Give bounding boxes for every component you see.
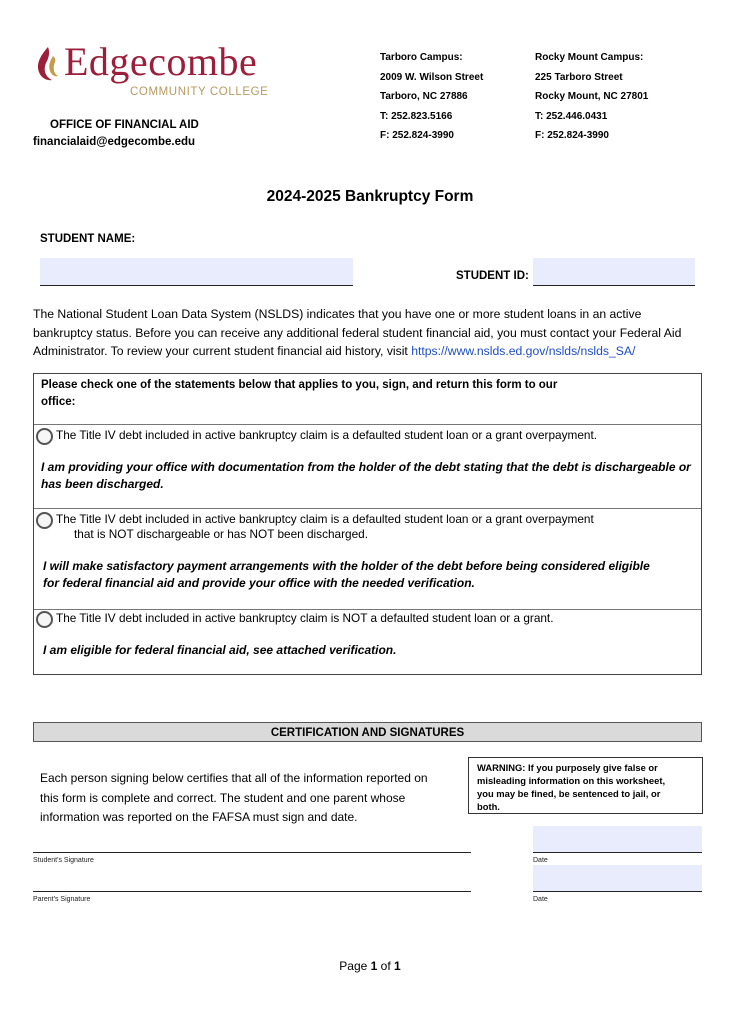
intro-line-text: Administrator. To review your current student financial aid history, visit bbox=[33, 344, 412, 358]
parent-signature-label: Parent's Signature bbox=[33, 896, 91, 903]
office-name: OFFICE OF FINANCIAL AID bbox=[50, 119, 199, 131]
rocky-mount-campus-info bbox=[535, 48, 648, 146]
warning-line: you may be fined, be sentenced to jail, or bbox=[477, 788, 661, 799]
campus-phone: T: 252.823.5166 bbox=[380, 110, 453, 122]
intro-paragraph bbox=[33, 305, 723, 361]
student-date-label: Date bbox=[533, 857, 548, 864]
campus-street: 2009 W. Wilson Street bbox=[380, 71, 484, 83]
certification-text bbox=[40, 769, 428, 828]
logo-subtitle: COMMUNITY COLLEGE bbox=[130, 86, 269, 98]
campus-title: Rocky Mount Campus: bbox=[535, 52, 644, 63]
student-signature-label: Student's Signature bbox=[33, 857, 94, 864]
note-line: for federal financial aid and provide your office with the needed verification. bbox=[43, 576, 475, 590]
parent-date-label: Date bbox=[533, 896, 548, 903]
campus-fax: F: 252.824-3990 bbox=[380, 130, 454, 141]
warning-line: WARNING: If you purposely give false or bbox=[477, 762, 658, 773]
option-3-note: I am eligible for federal financial aid, see attached verification. bbox=[43, 643, 397, 657]
page-prefix: Page bbox=[339, 959, 371, 973]
note-line: I am providing your office with documentation from the holder of the debt stating that the debt is dischargeable or bbox=[41, 460, 691, 474]
certification-heading: CERTIFICATION AND SIGNATURES bbox=[33, 722, 702, 742]
college-logo bbox=[34, 40, 274, 102]
option-2-text bbox=[56, 512, 594, 542]
certification-line: information was reported on the FAFSA must sign and date. bbox=[40, 810, 358, 824]
student-name-input[interactable] bbox=[40, 258, 353, 286]
nslds-link[interactable]: https://www.nslds.ed.gov/nslds/nslds_SA/ bbox=[411, 344, 636, 358]
student-name-label: STUDENT NAME: bbox=[40, 233, 136, 245]
intro-line bbox=[33, 342, 723, 361]
campus-phone: T: 252.446.0431 bbox=[535, 110, 608, 122]
warning-line: misleading information on this worksheet, bbox=[477, 775, 666, 786]
option-2-radio[interactable] bbox=[36, 512, 53, 529]
instruction-line: Please check one of the statements below that applies to you, sign, and return this form to our bbox=[41, 379, 558, 391]
office-email: financialaid@edgecombe.edu bbox=[33, 136, 196, 148]
warning-box bbox=[468, 757, 703, 814]
option-1-text: The Title IV debt included in active bankruptcy claim is a defaulted student loan or a grant overpayment. bbox=[56, 428, 597, 442]
note-line: I will make satisfactory payment arrangements with the holder of the debt before being considered eligible bbox=[43, 559, 650, 573]
page-number bbox=[0, 959, 740, 973]
student-date-input[interactable] bbox=[533, 826, 702, 853]
campus-street: 225 Tarboro Street bbox=[535, 71, 623, 83]
warning-line: both. bbox=[477, 801, 500, 812]
option-2-line: The Title IV debt included in active bankruptcy claim is a defaulted student loan or a grant overpayment bbox=[56, 512, 594, 526]
student-signature-line[interactable] bbox=[33, 852, 471, 853]
option-2-line: that is NOT dischargeable or has NOT been discharged. bbox=[74, 527, 368, 541]
student-id-input[interactable] bbox=[533, 258, 695, 286]
option-1-radio[interactable] bbox=[36, 428, 53, 445]
options-box bbox=[33, 373, 702, 675]
intro-line: bankruptcy status. Before you can receive any additional federal student financial aid, you must contact your Federal Aid bbox=[33, 325, 682, 340]
option-1-note bbox=[41, 459, 691, 493]
student-id-label: STUDENT ID: bbox=[456, 270, 529, 282]
campus-city: Tarboro, NC 27886 bbox=[380, 91, 468, 102]
form-title: 2024-2025 Bankruptcy Form bbox=[266, 188, 474, 205]
campus-city: Rocky Mount, NC 27801 bbox=[535, 91, 649, 102]
page-total: 1 bbox=[394, 959, 401, 973]
tarboro-campus-info bbox=[380, 48, 483, 146]
parent-date-input[interactable] bbox=[533, 865, 702, 892]
campus-fax: F: 252.824-3990 bbox=[535, 130, 609, 141]
logo-wordmark: Edgecombe bbox=[64, 39, 258, 84]
instruction-line: office: bbox=[41, 396, 76, 408]
note-line: has been discharged. bbox=[41, 477, 164, 491]
intro-line: The National Student Loan Data System (NSLDS) indicates that you have one or more student loans in an active bbox=[33, 307, 642, 321]
divider bbox=[34, 609, 701, 610]
page-mid: of bbox=[377, 959, 395, 973]
divider bbox=[34, 424, 701, 425]
option-3-radio[interactable] bbox=[36, 611, 53, 628]
parent-signature-line[interactable] bbox=[33, 891, 471, 892]
options-instruction bbox=[41, 377, 557, 411]
flame-icon bbox=[34, 46, 60, 82]
option-2-note bbox=[43, 558, 650, 592]
option-3-text: The Title IV debt included in active bankruptcy claim is NOT a defaulted student loan or a grant. bbox=[56, 611, 554, 625]
divider bbox=[34, 508, 701, 509]
certification-line: Each person signing below certifies that all of the information reported on bbox=[40, 771, 428, 785]
certification-line: this form is complete and correct. The student and one parent whose bbox=[40, 790, 406, 805]
page-current: 1 bbox=[370, 959, 378, 973]
campus-title: Tarboro Campus: bbox=[380, 52, 463, 63]
